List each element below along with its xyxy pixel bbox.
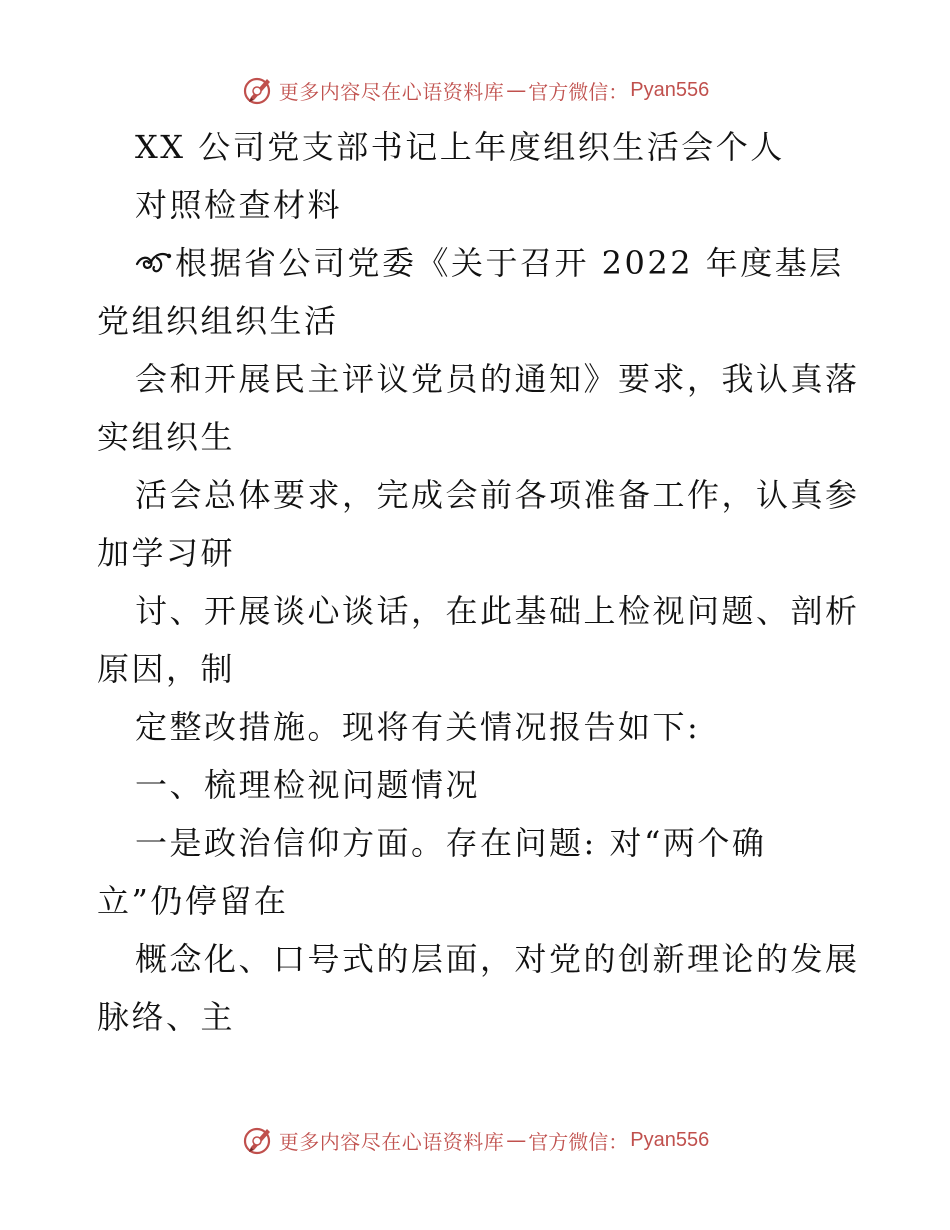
watermark-separator: — bbox=[506, 1128, 527, 1152]
line-text: 加学习研 bbox=[97, 534, 236, 572]
line-text: 定整改措施。现将有关情况报告如下: bbox=[135, 708, 701, 746]
header-watermark bbox=[0, 70, 950, 110]
document-line bbox=[0, 408, 950, 466]
document-line bbox=[0, 176, 950, 234]
document-line bbox=[0, 234, 950, 292]
line-text: 实组织生 bbox=[97, 418, 236, 456]
document-line bbox=[0, 466, 950, 524]
line-text: 原因，制 bbox=[97, 650, 236, 688]
watermark-wechat-id: Pyan556 bbox=[630, 1128, 710, 1151]
document-line bbox=[0, 292, 950, 350]
line-text: 活会总体要求，完成会前各项准备工作，认真参 bbox=[135, 476, 860, 514]
document-line bbox=[0, 640, 950, 698]
line-text: 一、梳理检视问题情况 bbox=[135, 766, 481, 804]
watermark-text: 更多内容尽在心语资料库 bbox=[278, 79, 505, 104]
line-text: 会和开展民主评议党员的通知》要求，我认真落 bbox=[135, 360, 860, 398]
document-line bbox=[0, 872, 950, 930]
watermark-wechat-label: 官方微信： bbox=[528, 79, 629, 104]
line-text: 对照检查材料 bbox=[135, 186, 343, 224]
line-text: 脉络、主 bbox=[97, 998, 236, 1036]
line-text: 讨、开展谈心谈话，在此基础上检视问题、剖析 bbox=[135, 592, 860, 630]
footer-watermark bbox=[0, 1120, 950, 1160]
floral-ornament-icon bbox=[135, 246, 173, 278]
line-text: 根据省公司党委《关于召开 2022 年度基层 bbox=[175, 244, 844, 282]
line-text: 立”仍停留在 bbox=[97, 882, 289, 920]
pen-circle-logo-icon bbox=[241, 1123, 275, 1157]
document-body bbox=[0, 118, 950, 1046]
document-line bbox=[0, 930, 950, 988]
document-line bbox=[0, 118, 950, 176]
pen-circle-logo-icon bbox=[241, 73, 275, 107]
document-line bbox=[0, 524, 950, 582]
watermark-wechat-id: Pyan556 bbox=[630, 78, 710, 101]
document-line bbox=[0, 814, 950, 872]
line-text: 一是政治信仰方面。存在问题: 对“两个确 bbox=[135, 824, 767, 862]
document-line bbox=[0, 582, 950, 640]
section-heading bbox=[0, 756, 950, 814]
watermark-wechat-label: 官方微信： bbox=[528, 1129, 629, 1154]
line-text: 党组织组织生活 bbox=[97, 302, 339, 340]
line-text: 概念化、口号式的层面，对党的创新理论的发展 bbox=[135, 940, 860, 978]
document-line bbox=[0, 988, 950, 1046]
document-line bbox=[0, 350, 950, 408]
document-line bbox=[0, 698, 950, 756]
watermark-text: 更多内容尽在心语资料库 bbox=[278, 1129, 505, 1154]
line-text: XX 公司党支部书记上年度组织生活会个人 bbox=[135, 128, 785, 166]
watermark-separator: — bbox=[506, 78, 527, 102]
